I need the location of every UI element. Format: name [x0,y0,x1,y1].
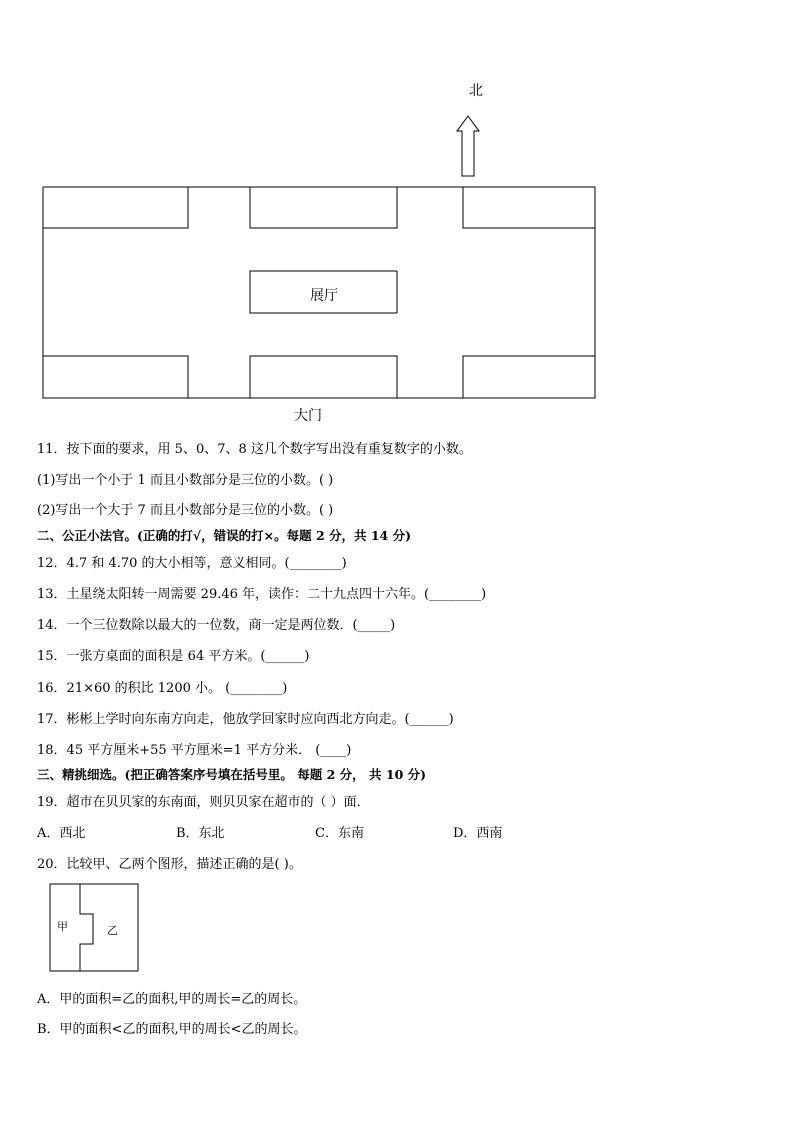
top-building-right [463,187,595,228]
bottom-building-right [463,356,595,398]
figure-label-jia: 甲 [57,920,68,933]
q19-option-a: A．西北 [37,826,86,841]
top-building-middle [250,187,397,228]
section-3-heading: 三、精挑细选。(把正确答案序号填在括号里。 每题 2 分， 共 10 分) [37,767,427,782]
hall-label: 展厅 [310,288,338,304]
gate-label: 大门 [294,408,322,424]
north-arrow-icon [457,116,479,176]
question-20: 20．比较甲、乙两个图形，描述正确的是( )。 [37,857,302,872]
figure-label-yi: 乙 [107,924,118,937]
q19-option-c: C．东南 [315,826,364,841]
bottom-building-middle [250,356,397,398]
question-14: 14．一个三位数除以最大的一位数，商一定是两位数．(_____) [37,618,396,633]
q20-option-b: B．甲的面积<乙的面积,甲的周长<乙的周长。 [37,1022,307,1037]
figure-dividing-line [80,884,93,971]
question-11-part-1: (1)写出一个小于 1 而且小数部分是三位的小数。( ) [37,473,334,488]
question-19: 19．超市在贝贝家的东南面，则贝贝家在超市的（ ）面． [37,795,370,810]
q19-option-b: B．东北 [176,826,225,841]
question-13: 13．土星绕太阳转一周需要 29.46 年，读作：二十九点四十六年。(________) [37,587,487,602]
north-label: 北 [469,83,483,99]
q20-option-a: A．甲的面积=乙的面积,甲的周长=乙的周长。 [37,992,307,1007]
question-18: 18．45 平方厘米+55 平方厘米=1 平方分米． (____) [37,743,352,758]
question-11: 11．按下面的要求，用 5、0、7、8 这几个数字写出没有重复数字的小数。 [37,442,472,457]
section-2-heading: 二、公正小法官。(正确的打√，错误的打×。每题 2 分，共 14 分) [37,528,412,543]
question-17: 17．彬彬上学时向东南方向走，他放学回家时应向西北方向走。(______) [37,712,454,727]
q19-option-d: D．西南 [453,826,503,841]
question-12: 12．4.7 和 4.70 的大小相等，意义相同。(________) [37,556,347,571]
bottom-building-left [43,356,188,398]
top-building-left [43,187,188,228]
question-16: 16．21×60 的积比 1200 小。 (________) [37,681,288,696]
question-11-part-2: (2)写出一个大于 7 而且小数部分是三位的小数。( ) [37,503,334,518]
question-15: 15．一张方桌面的面积是 64 平方米。(______) [37,649,310,664]
